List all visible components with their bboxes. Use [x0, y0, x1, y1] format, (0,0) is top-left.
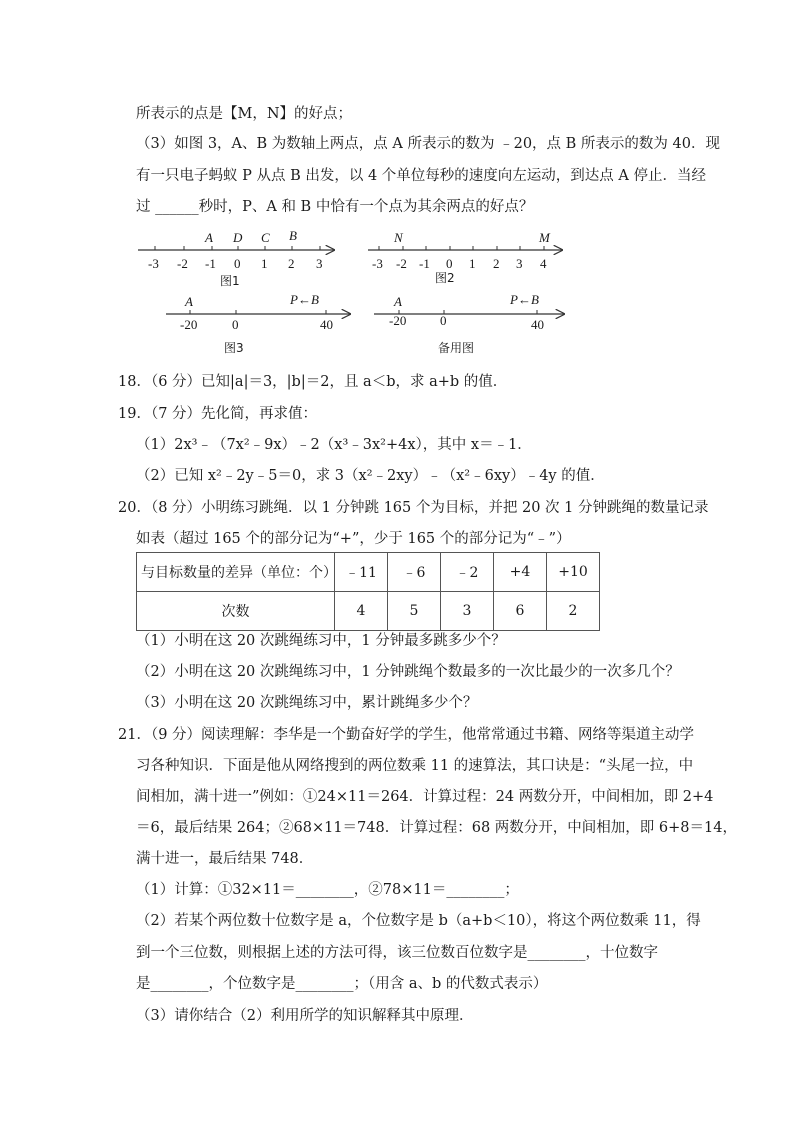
table-cell: 5	[388, 592, 441, 631]
q21-line4: ＝6，最后结果 264；②68×11＝748．计算过程：68 两数分开，中间相加，即 6+8＝14，	[136, 820, 737, 836]
fig2-tick: -2	[396, 256, 407, 271]
q20-line1: 20．（8 分）小明练习跳绳．以 1 分钟跳 165 个为目标，并把 20 次 1 分钟跳绳的数量记录	[118, 500, 709, 516]
fig1-tick: 1	[261, 256, 268, 271]
fig2-tick: -3	[372, 256, 383, 271]
q18-text: 18．（6 分）已知|a|＝3，|b|＝2，且 a＜b，求 a+b 的值．	[118, 374, 508, 390]
fig1-point-b: B	[289, 228, 297, 243]
fig2-tick: 3	[516, 256, 523, 271]
table-cell: ﹣2	[441, 553, 494, 592]
fig1-tick: -3	[148, 256, 159, 271]
fig3-caption: 图3	[224, 341, 244, 355]
q21-line5: 满十进一，最后结果 748．	[136, 851, 314, 867]
table-row	[137, 592, 600, 631]
fig2-tick: 2	[493, 256, 500, 271]
fig1-point-d: D	[233, 230, 243, 245]
fig2-tick: 1	[469, 256, 476, 271]
q21-part3: （3）请你结合（2）利用所学的知识解释其中原理．	[136, 1008, 474, 1024]
q20-part1: （1）小明在这 20 次跳绳练习中，1 分钟最多跳多少个？	[136, 633, 506, 649]
q17-cont-line: 所表示的点是【M，N】的好点；	[136, 106, 353, 122]
figure-3-number-line	[166, 292, 350, 355]
table-cell: 6	[494, 592, 547, 631]
fig2-point-m: M	[539, 230, 550, 245]
fig1-tick: -1	[205, 256, 216, 271]
fig1-point-c: C	[261, 230, 270, 245]
q19-part2: （2）已知 x²﹣2y﹣5＝0，求 3（x²﹣2xy）﹣（x²﹣6xy）﹣4y 的值．	[136, 468, 605, 484]
table-cell: 2	[547, 592, 600, 631]
fig1-tick: -2	[177, 256, 188, 271]
jump-rope-table	[136, 552, 600, 631]
table-cell: 4	[335, 592, 388, 631]
fig4-tick: 40	[531, 317, 544, 332]
fig4-caption: 备用图	[438, 341, 475, 355]
fig1-caption: 图1	[220, 274, 240, 288]
fig3-moving-label: P←B	[290, 292, 319, 307]
q19-part1: （1）2x³﹣（7x²﹣9x）﹣2（x³﹣3x²+4x），其中 x＝﹣1．	[136, 437, 532, 453]
fig2-point-n: N	[394, 230, 403, 245]
q21-part2-line3: 是________，个位数字是________；（用含 a、b 的代数式表示）	[136, 976, 548, 992]
q21-part2-line2: 到一个三位数，则根据上述的方法可得，该三位数百位数字是________，十位数字	[136, 945, 658, 961]
q17-part3-line1: （3）如图 3，A、B 为数轴上两点，点 A 所表示的数为 ﹣20，点 B 所表示的数为 40．现	[136, 136, 720, 152]
table-row	[137, 553, 600, 592]
q20-part2: （2）小明在这 20 次跳绳练习中，1 分钟跳绳个数最多的一次比最少的一次多几个？	[136, 664, 680, 680]
q20-line2: 如表（超过 165 个的部分记为“+”，少于 165 个的部分记为“﹣”）	[136, 531, 571, 547]
fig3-tick: 0	[232, 317, 239, 332]
fig2-tick: 4	[540, 256, 547, 271]
fig2-tick: 0	[446, 256, 453, 271]
q19-title: 19．（7 分）先化简，再求值：	[118, 406, 318, 422]
number-line-figures	[134, 228, 574, 358]
q21-line3: 间相加，满十进一”例如：①24×11＝264．计算过程：24 两数分开，中间相加，即 2+4	[136, 789, 714, 805]
fig3-tick: 40	[320, 317, 333, 332]
table-cell: ﹣6	[388, 553, 441, 592]
q17-part3-line2: 有一只电子蚂蚁 P 从点 B 出发，以 4 个单位每秒的速度向左运动，到达点 A 停止．当经	[136, 168, 706, 184]
q17-part3-line3: 过 ______秒时，P、A 和 B 中恰有一个点为其余两点的好点？	[136, 199, 534, 215]
table-row-head: 与目标数量的差异（单位：个）	[137, 553, 335, 592]
fig3-tick: -20	[180, 317, 198, 332]
figure-2-number-line	[368, 230, 562, 285]
fig1-tick: 2	[288, 256, 295, 271]
figure-1-number-line	[138, 228, 334, 288]
fig1-point-a: A	[205, 230, 213, 245]
table-cell: +4	[494, 553, 547, 592]
q20-part3: （3）小明在这 20 次跳绳练习中，累计跳绳多少个？	[136, 695, 478, 711]
fig2-tick: -1	[419, 256, 430, 271]
fig4-tick: 0	[440, 313, 447, 328]
fig4-moving-label: P←B	[510, 292, 539, 307]
fig1-tick: 0	[234, 256, 241, 271]
fig1-tick: 3	[316, 256, 323, 271]
q21-line2: 习各种知识．下面是他从网络搜到的两位数乘 11 的速算法，其口诀是：“头尾一拉，中	[136, 758, 694, 774]
q21-part2-line1: （2）若某个两位数十位数字是 a，个位数字是 b（a+b＜10），将这个两位数乘 11，得	[136, 913, 701, 929]
table-row-head: 次数	[137, 592, 335, 631]
figure-spare-number-line	[374, 292, 564, 355]
fig3-point-a: A	[185, 294, 193, 309]
q21-part1: （1）计算：①32×11＝________，②78×11＝________；	[136, 882, 519, 898]
q21-line1: 21．（9 分）阅读理解：李华是一个勤奋好学的学生，他常常通过书籍、网络等渠道主动学	[118, 727, 695, 743]
table-cell: ﹣11	[335, 553, 388, 592]
table-cell: +10	[547, 553, 600, 592]
table-cell: 3	[441, 592, 494, 631]
fig2-caption: 图2	[435, 271, 455, 285]
fig4-point-a: A	[394, 294, 402, 309]
fig4-tick: -20	[389, 313, 407, 328]
